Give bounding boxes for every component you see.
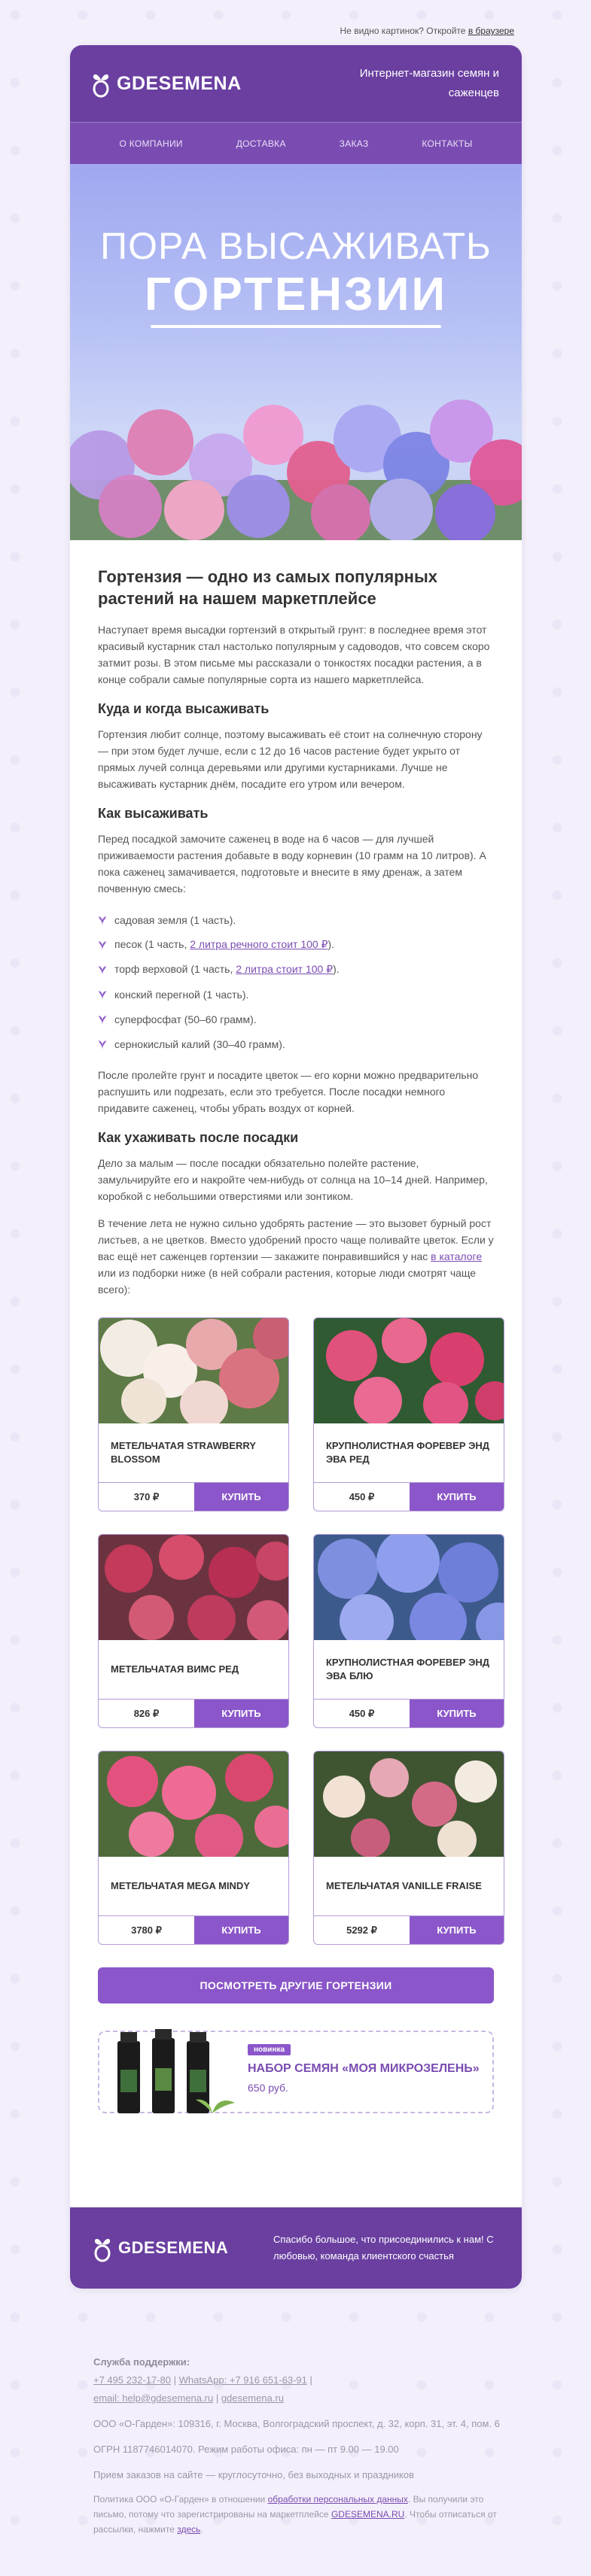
contacts-line: +7 495 232-17-80 | WhatsApp: +7 916 651-63-91 | email: help@gdesemena.ru | gdesemena.ru	[93, 2374, 312, 2404]
buy-button[interactable]: КУПИТЬ	[410, 1483, 504, 1511]
soil-mix-list	[98, 907, 494, 1056]
product-price: 5292 ₽	[346, 1924, 377, 1936]
list-item: сернокислый калий (30–40 грамм).	[98, 1031, 494, 1056]
product-card[interactable]	[313, 1317, 504, 1511]
nav-about[interactable]: О КОМПАНИИ	[119, 138, 183, 149]
list-item: садовая земля (1 часть).	[98, 907, 494, 932]
product-card[interactable]	[313, 1534, 504, 1728]
product-image[interactable]	[314, 1535, 504, 1640]
after-plant-text: После пролейте грунт и посадите цветок — его корни можно предварительно распушить или подрезать, если это требуется. После посадки немного придавите саженец, чтобы убрать воздух от корней.	[98, 1069, 479, 1114]
where-text: Гортензия любит солнце, поэтому высаживать её стоит на солнечную сторону — при этом будет лучше, если с 12 до 16 часов растение будет укрыто от прямых лучей солнца деревьями или другими кустарниками. Лучше не высаживать кустарник днём, посадите его утром или вечером.	[98, 728, 483, 790]
support-phone-link[interactable]: +7 495 232-17-80	[93, 2374, 172, 2386]
hero-banner[interactable]	[70, 164, 522, 540]
more-hydrangeas-button[interactable]: ПОСМОТРЕТЬ ДРУГИЕ ГОРТЕНЗИИ	[98, 1967, 494, 2003]
pink-hydrangea-image	[314, 1318, 504, 1423]
nav-bar	[70, 122, 522, 164]
list-item: конский перегной (1 часть).	[98, 982, 494, 1007]
after-footer	[93, 2353, 515, 2537]
fertilizer-text: В течение лета не нужно сильно удобрять растение — это вызовет бурный рост листьев, а не цветков. Вместо удобрений просто чаще поливайте цветок. Если у вас ещё нет саженцев гортензии — закажите понравившийся у нас в каталоге или из подборки ниже (в ней собрали растения, которые люди смотрят чаще всего):	[98, 1217, 494, 1296]
legal-text: Политика ООО «О-Гарден» в отношении обработки персональных данных. Вы получили это письмо, потому что зарегистрированы на маркетплейсе GDESEMENA.RU. Чтобы отписаться от рассылки, нажмите здесь.	[93, 2494, 497, 2535]
unsubscribe-link[interactable]: здесь	[177, 2524, 201, 2535]
vanilla-pink-hydrangea-image	[314, 1751, 504, 1857]
sprout-bullet-icon	[98, 1014, 107, 1025]
hero-line1: ПОРА ВЫСАЖИВАТЬ	[100, 225, 492, 267]
care-text: Дело за малым — после посадки обязательно полейте растение, замульчируйте его и накройте чем-нибудь от солнца на 10–14 дней. Например, коробкой с небольшими отверстиями или зонтиком.	[98, 1157, 488, 1202]
catalog-link[interactable]: в каталоге	[431, 1250, 483, 1262]
promo-title[interactable]: НАБОР СЕМЯН «МОЯ МИКРОЗЕЛЕНЬ»	[248, 2062, 480, 2075]
buy-button[interactable]: КУПИТЬ	[194, 1700, 288, 1727]
buy-button[interactable]: КУПИТЬ	[194, 1916, 288, 1944]
product-card[interactable]	[313, 1751, 504, 1945]
peat-link[interactable]: 2 литра стоит 100 ₽	[236, 963, 334, 975]
seed-kit-bottles-image	[107, 2025, 242, 2122]
support-title: Служба поддержки:	[93, 2356, 190, 2368]
company-address: ООО «О-Гарден»: 109316, г. Москва, Волгоградский проспект, д. 32, корп. 31, эт. 4, пом. 6	[93, 2418, 500, 2429]
list-item: суперфосфат (50–60 грамм).	[98, 1007, 494, 1031]
footer-note: Спасибо большое, что присоединились к нам! С любовью, команда клиентского счастья	[273, 2234, 494, 2262]
how-title: Как высаживать	[98, 806, 209, 821]
hero-line2: ГОРТЕНЗИИ	[144, 269, 448, 320]
product-image[interactable]	[314, 1751, 504, 1857]
product-price: 3780 ₽	[131, 1924, 162, 1936]
brand-name: GDESEMENA	[117, 72, 242, 94]
preheader	[340, 26, 514, 36]
seed-logo-icon	[91, 69, 111, 98]
how-text: Перед посадкой замочите саженец в воде на 6 часов — для лучшей приживаемости растения добавьте в воду корневин (10 грамм на 10 литров). А пока саженец замачивается, подготовьте и внесите в яму дренаж, а затем почвенную смесь:	[98, 833, 486, 895]
magenta-hydrangea-image	[99, 1751, 288, 1857]
orders-info: Прием заказов на сайте — круглосуточно, без выходных и праздников	[93, 2469, 415, 2480]
company-ogrn: ОГРН 1187746014070. Режим работы офиса: пн — пт 9.00 — 19.00	[93, 2444, 399, 2455]
white-pink-hydrangea-image	[99, 1318, 288, 1423]
footer-brand-name: GDESEMENA	[118, 2238, 229, 2257]
nav-order[interactable]: ЗАКАЗ	[339, 138, 369, 149]
list-item: песок (1 часть, 2 литра речного стоит 100 ₽).	[98, 932, 494, 957]
product-image[interactable]	[99, 1751, 288, 1857]
buy-button[interactable]: КУПИТЬ	[194, 1483, 288, 1511]
nav-delivery[interactable]: ДОСТАВКА	[236, 138, 286, 149]
product-image[interactable]	[99, 1535, 288, 1640]
product-card[interactable]	[98, 1317, 289, 1511]
intro-text: Наступает время высадки гортензий в открытый грунт: в последнее время этот красивый кустарник стал настолько популярным у садоводов, что совсем скоро затмит розы. В этом письме мы рассказали о тонкостях посадки растения, а в конце собрали самые популярные сорта из нашего маркетплейса.	[98, 624, 490, 685]
marketplace-link[interactable]: GDESEMENA.RU	[331, 2509, 405, 2520]
care-title: Как ухаживать после посадки	[98, 1130, 299, 1145]
where-title: Куда и когда высаживать	[98, 701, 270, 716]
buy-button[interactable]: КУПИТЬ	[410, 1700, 504, 1727]
promo-price: 650 руб.	[248, 2082, 288, 2094]
hero-underline	[151, 325, 441, 328]
site-link[interactable]: gdesemena.ru	[221, 2392, 284, 2404]
buy-button[interactable]: КУПИТЬ	[410, 1916, 504, 1944]
sprout-bullet-icon	[98, 989, 107, 1000]
footer-logo[interactable]	[93, 2234, 228, 2262]
logo[interactable]	[91, 69, 242, 98]
new-badge: новинка	[248, 2044, 291, 2055]
list-item: торф верховой (1 часть, 2 литра стоит 100 ₽).	[98, 957, 494, 982]
sprout-bullet-icon	[98, 940, 107, 950]
sprout-bullet-icon	[98, 915, 107, 925]
sprout-bullet-icon	[98, 1039, 107, 1050]
product-name[interactable]: МЕТЕЛЬЧАТАЯ ВИМС РЕД	[111, 1663, 239, 1675]
product-card[interactable]	[98, 1751, 289, 1945]
article-title: Гортензия — одно из самых популярных растений на нашем маркетплейсе	[98, 567, 437, 608]
support-block	[93, 2353, 515, 2407]
product-name[interactable]: МЕТЕЛЬЧАТАЯ STRAWBERRY BLOSSOM	[111, 1440, 256, 1465]
footer	[70, 2207, 522, 2289]
sand-link[interactable]: 2 литра речного стоит 100 ₽	[190, 938, 328, 950]
email-card	[70, 45, 522, 2289]
sprout-bullet-icon	[98, 964, 107, 975]
product-name[interactable]: КРУПНОЛИСТНАЯ ФОРЕВЕР ЭНД ЭВА РЕД	[326, 1440, 490, 1465]
product-price: 826 ₽	[133, 1707, 160, 1719]
product-name[interactable]: КРУПНОЛИСТНАЯ ФОРЕВЕР ЭНД ЭВА БЛЮ	[326, 1657, 490, 1681]
product-name[interactable]: МЕТЕЛЬЧАТАЯ MEGA MINDY	[111, 1880, 250, 1891]
product-card[interactable]	[98, 1534, 289, 1728]
whatsapp-link[interactable]: WhatsApp: +7 916 651-63-91	[178, 2374, 307, 2386]
hydrangea-bouquet-image	[70, 352, 522, 540]
red-hydrangea-image	[99, 1535, 288, 1640]
tagline: Интернет-магазин семян и саженцев	[359, 67, 499, 99]
product-name[interactable]: МЕТЕЛЬЧАТАЯ VANILLE FRAISE	[326, 1880, 482, 1891]
article	[70, 540, 522, 2113]
blue-hydrangea-image	[314, 1535, 504, 1640]
product-price: 450 ₽	[349, 1707, 375, 1719]
product-grid	[98, 1317, 494, 1945]
product-image[interactable]	[314, 1318, 504, 1423]
open-in-browser-link[interactable]: в браузере	[468, 26, 514, 36]
header	[70, 45, 522, 122]
product-image[interactable]	[99, 1318, 288, 1423]
product-price: 450 ₽	[349, 1490, 375, 1502]
support-email-link[interactable]: email: help@gdesemena.ru	[93, 2392, 214, 2404]
privacy-link[interactable]: обработки персональных данных	[267, 2494, 408, 2505]
seed-logo-icon	[93, 2234, 112, 2262]
preheader-text: Не видно картинок? Откройте	[340, 26, 466, 36]
promo-banner[interactable]	[98, 2031, 494, 2113]
nav-contacts[interactable]: КОНТАКТЫ	[422, 138, 473, 149]
product-price: 370 ₽	[133, 1490, 160, 1502]
